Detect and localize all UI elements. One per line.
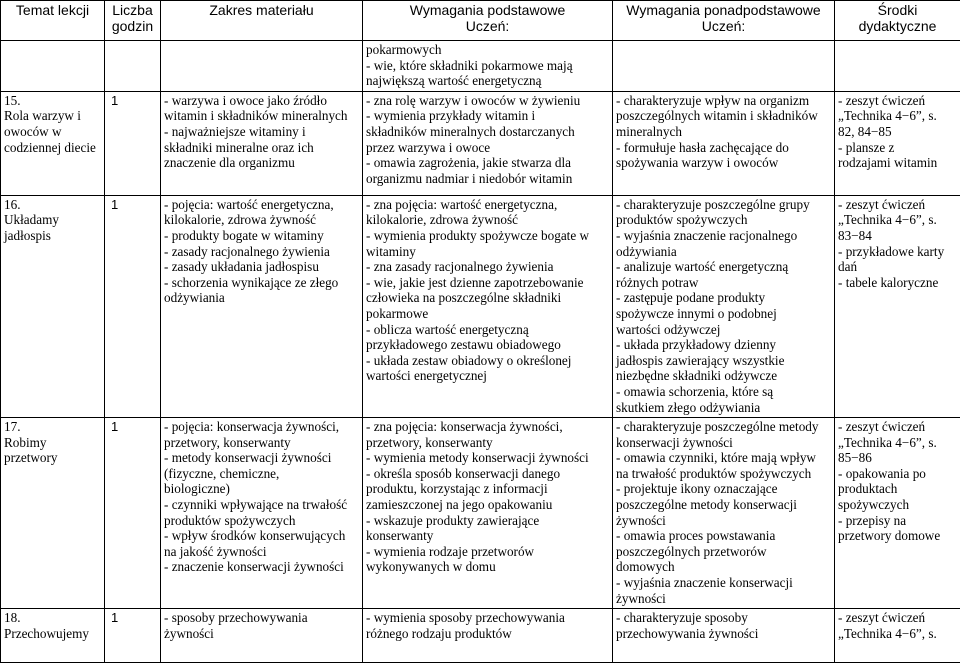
cell-scope: - pojęcia: konserwacja żywności, przetwory, konserwanty - metody konserwacji żywności (fizyczne, chemiczne, biologiczne) - czynniki wpływające na trwałość produktów spożywczych - wpływ środków konserwujących na jakość żywności - znaczenie konserwacji żywności (161, 418, 363, 609)
cell-extended: - charakteryzuje sposoby przechowywania żywności (613, 609, 835, 663)
cell-topic (1, 41, 105, 92)
cell-extended: - charakteryzuje poszczególne grupy produktów spożywczych - wyjaśnia znaczenie racjonalnego odżywiania - analizuje wartość energetyczną różnych potraw - zastępuje podane produkty spożywcze innymi o podobnej wartości odżywczej - układa przykładowy dzienny jadłospis zawierający wszystkie niezbędne składniki odżywcze - omawia schorzenia, które są skutkiem złego odżywiania (613, 195, 835, 417)
cell-hours: 1 (105, 195, 161, 417)
cell-basic: - zna pojęcia: wartość energetyczna, kilokalorie, zdrowa żywność - wymienia produkty spożywcze bogate w witaminy - zna zasady racjonalnego żywienia - wie, jakie jest dzienne zapotrzebowanie człowieka na poszczególne składniki pokarmowe - oblicza wartość energetyczną przykładowego zestawu obiadowego - układa zestaw obiadowy o określonej wartości energetycznej (363, 195, 613, 417)
header-hours: Liczba godzin (105, 1, 161, 41)
cell-scope (161, 41, 363, 92)
header-basic-requirements: Wymagania podstawowe Uczeń: (363, 1, 613, 41)
cell-scope: - pojęcia: wartość energetyczna, kilokalorie, zdrowa żywność - produkty bogate w witaminy - zasady racjonalnego żywienia - zasady układania jadłospisu - schorzenia wynikające ze złego odżywiania (161, 195, 363, 417)
header-teaching-aids: Środki dydaktyczne (835, 1, 960, 41)
cell-topic: 18. Przechowujemy (1, 609, 105, 663)
cell-means: - zeszyt ćwiczeń „Technika 4−6”, s. 83−84 - przykładowe karty dań - tabele kaloryczne (835, 195, 960, 417)
cell-topic: 17. Robimy przetwory (1, 418, 105, 609)
table-row (1, 609, 960, 663)
cell-hours (105, 41, 161, 92)
header-extended-requirements: Wymagania ponadpodstawowe Uczeń: (613, 1, 835, 41)
cell-extended (613, 41, 835, 92)
cell-means: - zeszyt ćwiczeń „Technika 4−6”, s. 82, 84−85 - plansze z rodzajami witamin (835, 91, 960, 195)
header-topic: Temat lekcji (1, 1, 105, 41)
cell-means: - zeszyt ćwiczeń „Technika 4−6”, s. 85−86 - opakowania po produktach spożywczych - przepisy na przetwory domowe (835, 418, 960, 609)
cell-hours: 1 (105, 609, 161, 663)
table-row (1, 195, 960, 417)
cell-basic: - zna rolę warzyw i owoców w żywieniu - wymienia przykłady witamin i składników mineralnych dostarczanych przez warzywa i owoce - omawia zagrożenia, jakie stwarza dla organizmu nadmiar i niedobór witamin (363, 91, 613, 195)
table-row (1, 91, 960, 195)
cell-topic: 16. Układamy jadłospis (1, 195, 105, 417)
header-row (1, 1, 960, 41)
cell-means: - zeszyt ćwiczeń „Technika 4−6”, s. (835, 609, 960, 663)
cell-basic: pokarmowych - wie, które składniki pokarmowe mają największą wartość energetyczną (363, 41, 613, 92)
cell-extended: - charakteryzuje wpływ na organizm poszczególnych witamin i składników mineralnych - formułuje hasła zachęcające do spożywania warzyw i owoców (613, 91, 835, 195)
header-scope: Zakres materiału (161, 1, 363, 41)
cell-basic: - wymienia sposoby przechowywania różnego rodzaju produktów (363, 609, 613, 663)
cell-hours: 1 (105, 91, 161, 195)
cell-hours: 1 (105, 418, 161, 609)
table-row (1, 418, 960, 609)
cell-basic: - zna pojęcia: konserwacja żywności, przetwory, konserwanty - wymienia metody konserwacji żywności - określa sposób konserwacji danego produktu, korzystając z informacji zamieszczonej na jego opakowaniu - wskazuje produkty zawierające konserwanty - wymienia rodzaje przetworów wykonywanych w domu (363, 418, 613, 609)
continuation-row (1, 41, 960, 92)
cell-extended: - charakteryzuje poszczególne metody konserwacji żywności - omawia czynniki, które mają wpływ na trwałość produktów spożywczych - projektuje ikony oznaczające poszczególne metody konserwacji żywności - omawia proces powstawania poszczególnych przetworów domowych - wyjaśnia znaczenie konserwacji żywności (613, 418, 835, 609)
cell-scope: - warzywa i owoce jako źródło witamin i składników mineralnych - najważniejsze witaminy i składniki mineralne oraz ich znaczenie dla organizmu (161, 91, 363, 195)
cell-scope: - sposoby przechowywania żywności (161, 609, 363, 663)
cell-means (835, 41, 960, 92)
cell-topic: 15. Rola warzyw i owoców w codziennej diecie (1, 91, 105, 195)
